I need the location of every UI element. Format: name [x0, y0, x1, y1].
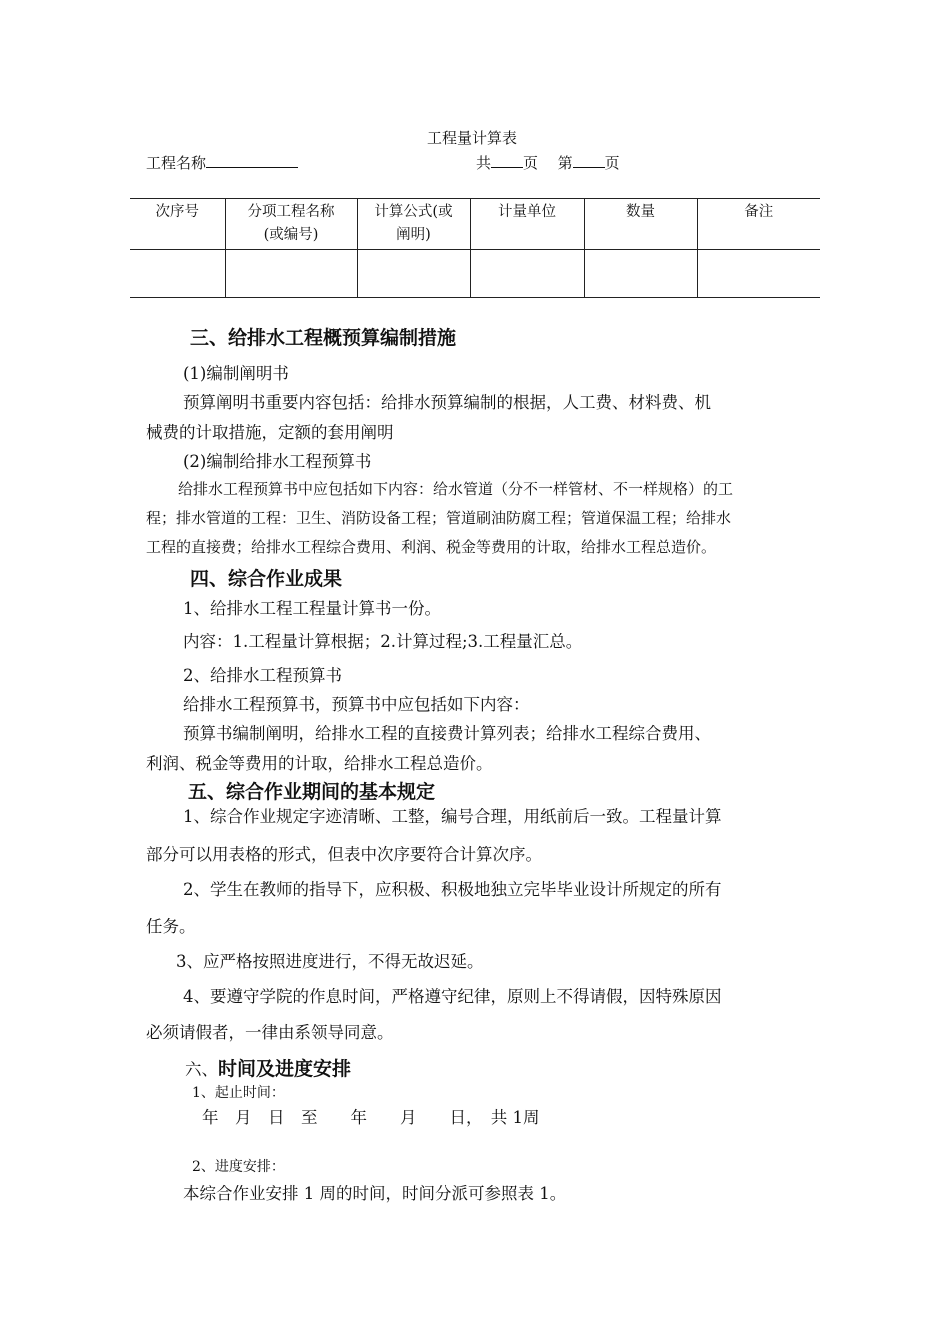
table-cell[interactable] — [357, 250, 470, 298]
table-header-row — [130, 199, 820, 250]
total-pages-blank — [491, 153, 523, 168]
section-3-para-2-line-1: 给排水工程预算书中应包括如下内容：给水管道（分不一样管材、不一样规格）的工 — [178, 480, 734, 498]
section-3-heading: 三、给排水工程概预算编制措施 — [190, 327, 457, 349]
section-3-para-2-line-2: 程；排水管道的工程：卫生、消防设备工程；管道刷油防腐工程；管道保温工程；给排水 — [146, 509, 732, 527]
table-row — [130, 250, 820, 298]
section-3-item-1: (1)编制阐明书 — [183, 364, 289, 383]
section-3-para-2-line-3: 工程的直接费；给排水工程综合费用、利润、税金等费用的计取，给排水工程总造价。 — [146, 538, 717, 556]
section-6-item-1: 1、起止时间： — [192, 1085, 285, 1101]
table-cell[interactable] — [697, 250, 820, 298]
table-cell[interactable] — [130, 250, 225, 298]
section-4-heading: 四、综合作业成果 — [190, 568, 343, 590]
project-name-label: 工程名称 — [146, 154, 207, 172]
col-header-item-name: 分项工程名称 (或编号) — [225, 199, 357, 250]
project-name-field — [146, 152, 298, 173]
total-label: 共 — [476, 154, 492, 172]
form-title: 工程量计算表 — [427, 129, 518, 147]
section-5-rule-1-line-2: 部分可以用表格的形式，但表中次序要符合计算次序。 — [146, 845, 542, 864]
section-4-content: 内容：1.工程量计算根据；2.计算过程;3.工程量汇总。 — [183, 632, 583, 651]
section-6-heading-prefix: 六、 — [185, 1060, 218, 1079]
page-label-1: 页 — [523, 154, 539, 172]
col-header-seq: 次序号 — [130, 199, 225, 250]
col-header-quantity: 数量 — [584, 199, 697, 250]
section-5-rule-2-line-2: 任务。 — [146, 917, 196, 936]
section-5-rule-2-line-1: 2、学生在教师的指导下，应积极、积极地独立完毕毕业设计所规定的所有 — [183, 880, 722, 899]
col-header-unit: 计量单位 — [470, 199, 584, 250]
table-cell[interactable] — [225, 250, 357, 298]
section-3-item-2: (2)编制给排水工程预算书 — [183, 452, 372, 471]
section-6-last-line: 本综合作业安排 1 周的时间，时间分派可参照表 1。 — [183, 1184, 567, 1203]
section-5-heading: 五、综合作业期间的基本规定 — [188, 781, 436, 803]
section-5-rule-4-line-2: 必须请假者，一律由系领导同意。 — [146, 1023, 394, 1042]
section-5-rule-3: 3、应严格按照进度进行，不得无故迟延。 — [176, 952, 484, 971]
nth-label: 第 — [557, 154, 573, 172]
section-5-rule-4-line-1: 4、要遵守学院的作息时间，严格遵守纪律，原则上不得请假，因特殊原因 — [183, 987, 722, 1006]
section-4-item-1: 1、给排水工程工程量计算书一份。 — [183, 599, 441, 618]
section-4-line-3: 利润、税金等费用的计取，给排水工程总造价。 — [146, 754, 493, 773]
section-6-item-2: 2、进度安排： — [192, 1159, 285, 1175]
section-4-item-2: 2、给排水工程预算书 — [183, 666, 342, 685]
col-header-remarks: 备注 — [697, 199, 820, 250]
section-4-line-2: 预算书编制阐明，给排水工程的直接费计算列表；给排水工程综合费用、 — [183, 724, 711, 743]
section-6-date-line: 年 月 日 至 年 月 日， 共 1周 — [202, 1108, 540, 1127]
quantity-calculation-table — [130, 198, 820, 298]
table-cell[interactable] — [584, 250, 697, 298]
page-label-2: 页 — [604, 154, 620, 172]
section-3-para-1-line-2: 械费的计取措施，定额的套用阐明 — [146, 423, 394, 442]
table-cell[interactable] — [470, 250, 584, 298]
section-5-rule-1-line-1: 1、综合作业规定字迹清晰、工整，编号合理，用纸前后一致。工程量计算 — [183, 807, 722, 826]
section-6-heading — [185, 1054, 351, 1081]
section-3-para-1-line-1: 预算阐明书重要内容包括：给排水预算编制的根据，人工费、材料费、机 — [183, 393, 711, 412]
page-counter — [476, 152, 620, 173]
col-header-formula: 计算公式(或 阐明) — [357, 199, 470, 250]
section-6-heading-text: 时间及进度安排 — [218, 1058, 352, 1080]
current-page-blank — [573, 153, 605, 168]
project-name-blank — [206, 153, 298, 168]
section-4-line-1: 给排水工程预算书，预算书中应包括如下内容： — [183, 695, 530, 714]
